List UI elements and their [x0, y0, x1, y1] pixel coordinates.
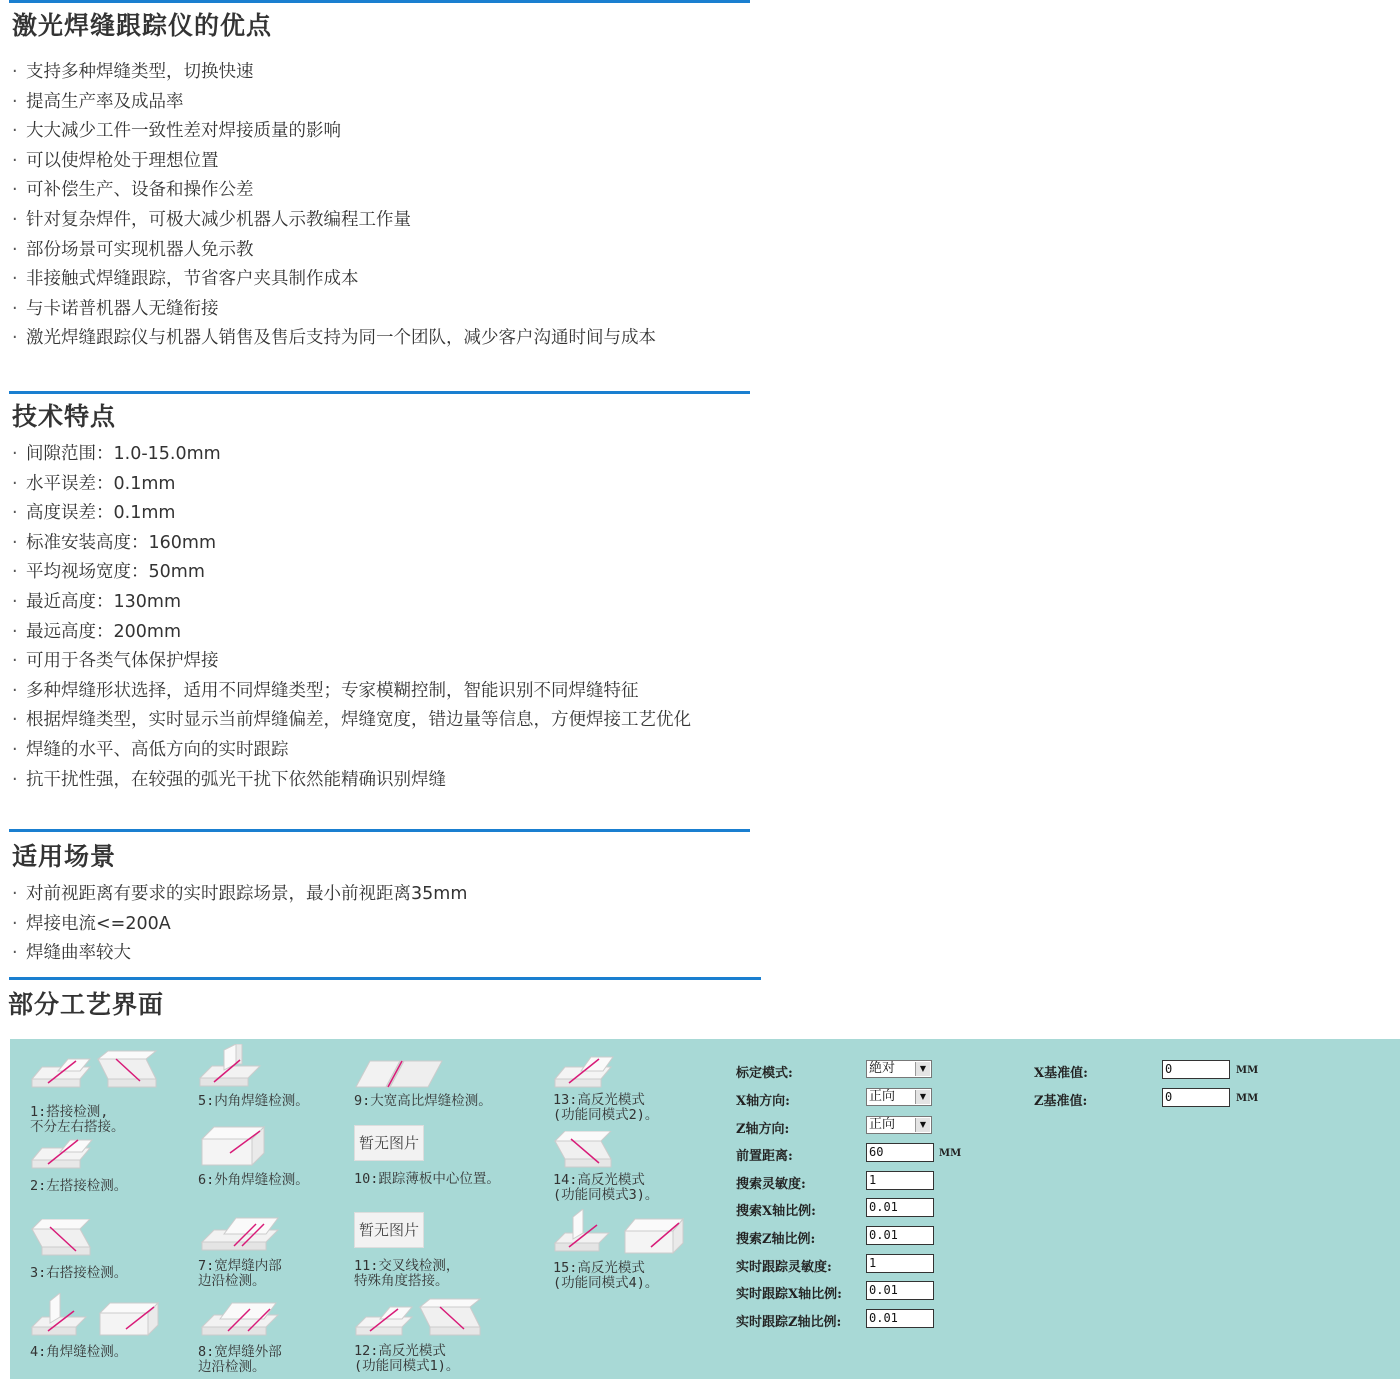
list-item: · 与卡诺普机器人无缝衔接 [12, 298, 219, 319]
mode-label: 15:高反光模式 (功能同模式4)。 [553, 1260, 659, 1291]
mode-label: 9:大宽高比焊缝检测。 [354, 1093, 492, 1109]
list-item: · 提高生产率及成品率 [12, 91, 184, 112]
unit-label: MM [1236, 1065, 1259, 1076]
front-distance-label: 前置距离: [736, 1149, 793, 1164]
reflective-3-icon [553, 1131, 617, 1171]
chevron-down-icon: ▼ [915, 1062, 930, 1076]
unit-label: MM [939, 1148, 962, 1159]
tracking-sensitivity-input[interactable]: 1 [866, 1254, 934, 1273]
unit-label: MM [1236, 1093, 1259, 1104]
tech-features-list [12, 440, 691, 795]
mode-label: 12:高反光模式 (功能同模式1)。 [354, 1343, 460, 1374]
list-item: · 可以使焊枪处于理想位置 [12, 150, 219, 171]
list-item: · 大大减少工件一致性差对焊接质量的影响 [12, 121, 341, 142]
fillet-weld-icon [30, 1293, 162, 1337]
mode-label: 3:右搭接检测。 [30, 1265, 128, 1281]
list-item: · 间隙范围：1.0-15.0mm [12, 444, 221, 464]
list-item: · 水平误差：0.1mm [12, 473, 176, 494]
search-z-ratio-input[interactable]: 0.01 [866, 1226, 934, 1245]
list-item: · 对前视距离有要求的实时跟踪场景，最小前视距离35mm [12, 884, 468, 904]
list-item: · 可补偿生产、设备和操作公差 [12, 180, 254, 201]
section-title-applications: 适用场景 [12, 842, 117, 871]
mode-label: 2:左搭接检测。 [30, 1178, 128, 1194]
x-axis-direction-select[interactable]: 正向 ▼ [866, 1088, 932, 1106]
tracking-z-ratio-label: 实时跟踪Z轴比例: [736, 1315, 842, 1330]
z-axis-direction-select[interactable]: 正向 ▼ [866, 1116, 932, 1134]
front-distance-input[interactable]: 60 [866, 1143, 934, 1162]
search-x-ratio-input[interactable]: 0.01 [866, 1198, 934, 1217]
section-title-tech-features: 技术特点 [12, 402, 117, 431]
mode-label: 8:宽焊缝外部 边沿检测。 [198, 1344, 282, 1375]
x-axis-direction-label: X轴方向: [736, 1094, 790, 1109]
list-item: · 焊缝曲率较大 [12, 943, 131, 964]
outer-corner-icon [198, 1123, 270, 1167]
wide-seam-inner-icon [198, 1216, 284, 1256]
mode-label: 6:外角焊缝检测。 [198, 1172, 309, 1188]
section-title-advantages: 激光焊缝跟踪仪的优点 [12, 11, 273, 40]
calibration-mode-select[interactable]: 絶对 ▼ [866, 1060, 932, 1078]
left-lap-joint-icon [30, 1132, 100, 1170]
z-base-value-input[interactable]: 0 [1162, 1088, 1230, 1107]
list-item: · 最远高度：200mm [12, 621, 181, 642]
x-base-value-label: X基准值: [1034, 1066, 1088, 1081]
tracking-z-ratio-input[interactable]: 0.01 [866, 1309, 934, 1328]
mode-label: 14:高反光模式 (功能同模式3)。 [553, 1172, 659, 1203]
tracking-sensitivity-label: 实时跟踪灵敏度: [736, 1260, 832, 1275]
list-item: · 标准安装高度：160mm [12, 532, 216, 553]
process-ui-panel [10, 1039, 1400, 1379]
section-divider [9, 391, 750, 394]
tracking-x-ratio-label: 实时跟踪X轴比例: [736, 1287, 842, 1302]
section-divider [9, 829, 750, 832]
list-item: · 平均视场宽度：50mm [12, 562, 205, 583]
section-divider [9, 977, 761, 980]
mode-label: 5:内角焊缝检测。 [198, 1093, 309, 1109]
mode-label: 13:高反光模式 (功能同模式2)。 [553, 1092, 659, 1123]
list-item: · 支持多种焊缝类型，切换快速 [12, 62, 254, 82]
mode-label: 10:跟踪薄板中心位置。 [354, 1171, 500, 1187]
chevron-down-icon: ▼ [915, 1118, 930, 1132]
wide-seam-outer-icon [198, 1301, 284, 1341]
reflective-4-icon [553, 1209, 687, 1255]
tracking-x-ratio-input[interactable]: 0.01 [866, 1281, 934, 1300]
reflective-2-icon [553, 1051, 617, 1089]
list-item: · 可用于各类气体保护焊接 [12, 651, 219, 672]
applications-list [12, 880, 467, 969]
list-item: · 部份场景可实现机器人免示教 [12, 239, 254, 260]
list-item: · 高度误差：0.1mm [12, 503, 176, 524]
advantages-list [12, 58, 656, 354]
list-item: · 针对复杂焊件，可极大减少机器人示教编程工作量 [12, 209, 411, 230]
calibration-mode-label: 标定模式: [736, 1066, 793, 1081]
chevron-down-icon: ▼ [915, 1090, 930, 1104]
section-divider [9, 0, 750, 3]
list-item: · 焊接电流<=200A [12, 913, 171, 934]
list-item: · 非接触式焊缝跟踪，节省客户夹具制作成本 [12, 269, 359, 290]
mode-label: 7:宽焊缝内部 边沿检测。 [198, 1258, 282, 1289]
list-item: · 多种焊缝形状选择，适用不同焊缝类型；专家模糊控制，智能识别不同焊缝特征 [12, 680, 639, 701]
z-base-value-label: Z基准值: [1034, 1094, 1088, 1109]
right-lap-joint-icon [30, 1219, 100, 1257]
inner-corner-icon [198, 1044, 268, 1088]
mode-label: 11:交叉线检测， 特殊角度搭接。 [354, 1258, 460, 1289]
no-image-placeholder: 暂无图片 [354, 1212, 424, 1248]
list-item: · 抗干扰性强，在较强的弧光干扰下依然能精确识别焊缝 [12, 769, 446, 790]
lap-joint-icon [30, 1049, 160, 1089]
reflective-1-icon [354, 1297, 484, 1339]
search-sensitivity-input[interactable]: 1 [866, 1171, 934, 1190]
list-item: · 焊缝的水平、高低方向的实时跟踪 [12, 739, 289, 760]
mode-label: 4:角焊缝检测。 [30, 1344, 128, 1360]
high-ratio-seam-icon [354, 1057, 444, 1091]
list-item: · 根据焊缝类型，实时显示当前焊缝偏差，焊缝宽度，错边量等信息，方便焊接工艺优化 [12, 710, 691, 731]
list-item: · 激光焊缝跟踪仪与机器人销售及售后支持为同一个团队，减少客户沟通时间与成本 [12, 328, 656, 349]
x-base-value-input[interactable]: 0 [1162, 1060, 1230, 1079]
search-sensitivity-label: 搜索灵敏度: [736, 1177, 806, 1192]
z-axis-direction-label: Z轴方向: [736, 1122, 790, 1137]
search-x-ratio-label: 搜索X轴比例: [736, 1204, 816, 1219]
section-title-process-ui: 部分工艺界面 [8, 990, 165, 1019]
list-item: · 最近高度：130mm [12, 591, 181, 612]
mode-label: 1:搭接检测, 不分左右搭接。 [30, 1104, 125, 1135]
no-image-placeholder: 暂无图片 [354, 1125, 424, 1161]
search-z-ratio-label: 搜索Z轴比例: [736, 1232, 816, 1247]
